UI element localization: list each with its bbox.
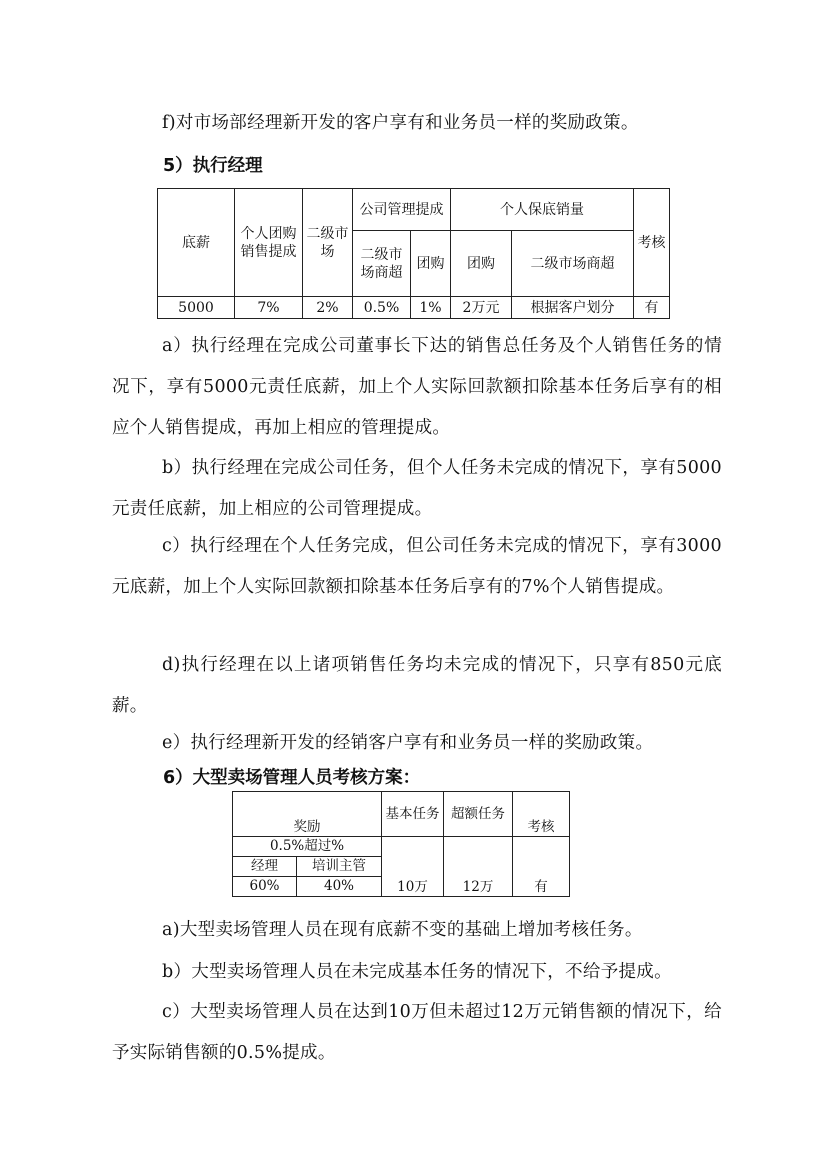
section6-paragraph-b: b）大型卖场管理人员在未完成基本任务的情况下，不给予提成。: [162, 962, 672, 982]
value-base-salary: 5000: [158, 297, 235, 319]
section5-paragraph-b: b）执行经理在完成公司任务，但个人任务未完成的情况下，享有5000元责任底薪，加上相应的公司管理提成。: [112, 458, 722, 519]
header-secondary-market: 二级市场: [303, 189, 353, 297]
value-mgmt-secondary: 0.5%: [353, 297, 411, 319]
value-quota-group-buy: 2万元: [451, 297, 512, 319]
header-personal-min-sales: 个人保底销量: [451, 189, 634, 231]
subheader-group-buy: 团购: [411, 231, 451, 297]
header-training-supervisor: 培训主管: [297, 857, 382, 877]
value-quota-secondary: 根据客户划分: [512, 297, 634, 319]
value-excess-task: 12万: [444, 837, 513, 897]
subheader-group-buy-quota: 团购: [451, 231, 512, 297]
header-reward: 奖励: [233, 792, 382, 837]
subheader-secondary-supermarket-quota: 二级市场商超: [512, 231, 634, 297]
header-assessment: 考核: [513, 792, 570, 837]
intro-paragraph: f)对市场部经理新开发的客户享有和业务员一样的奖励政策。: [162, 113, 639, 133]
section5-paragraph-e: e）执行经理新开发的经销客户享有和业务员一样的奖励政策。: [162, 733, 654, 753]
section5-paragraph-a: a）执行经理在完成公司董事长下达的销售总任务及个人销售任务的情况下，享有5000元责任底薪，加上个人实际回款额扣除基本任务后享有的相应个人销售提成，再加上相应的管理提成。: [112, 336, 722, 438]
value-personal-commission: 7%: [235, 297, 303, 319]
section5-paragraph-c: c）执行经理在个人任务完成，但公司任务未完成的情况下，享有3000元底薪，加上个人实际回款额扣除基本任务后享有的7%个人销售提成。: [112, 536, 722, 597]
section6-paragraph-c: c）大型卖场管理人员在达到10万但未超过12万元销售额的情况下，给予实际销售额的0.5%提成。: [112, 1002, 722, 1063]
value-base-task: 10万: [382, 837, 444, 897]
value-mgmt-group-buy: 1%: [411, 297, 451, 319]
value-assessment: 有: [634, 297, 670, 319]
section6-paragraph-a: a)大型卖场管理人员在现有底薪不变的基础上增加考核任务。: [162, 920, 643, 940]
supermarket-manager-table: [232, 791, 570, 897]
value-assessment: 有: [513, 837, 570, 897]
subheader-secondary-supermarket: 二级市场商超: [353, 231, 411, 297]
header-base-salary: 底薪: [158, 189, 235, 297]
execution-manager-table: [157, 188, 670, 319]
header-commission-rate: 0.5%超过%: [233, 837, 382, 857]
header-company-mgmt-commission: 公司管理提成: [353, 189, 451, 231]
value-manager-share: 60%: [233, 877, 297, 897]
header-base-task: 基本任务: [382, 792, 444, 837]
value-secondary-market: 2%: [303, 297, 353, 319]
header-personal-commission: 个人团购销售提成: [235, 189, 303, 297]
header-manager: 经理: [233, 857, 297, 877]
section5-paragraph-d: d)执行经理在以上诸项销售任务均未完成的情况下，只享有850元底薪。: [112, 655, 722, 716]
section6-heading: 6）大型卖场管理人员考核方案：: [163, 768, 421, 788]
header-assessment: 考核: [634, 189, 670, 297]
section5-heading: 5）执行经理: [163, 156, 263, 176]
header-excess-task: 超额任务: [444, 792, 513, 837]
value-training-share: 40%: [297, 877, 382, 897]
